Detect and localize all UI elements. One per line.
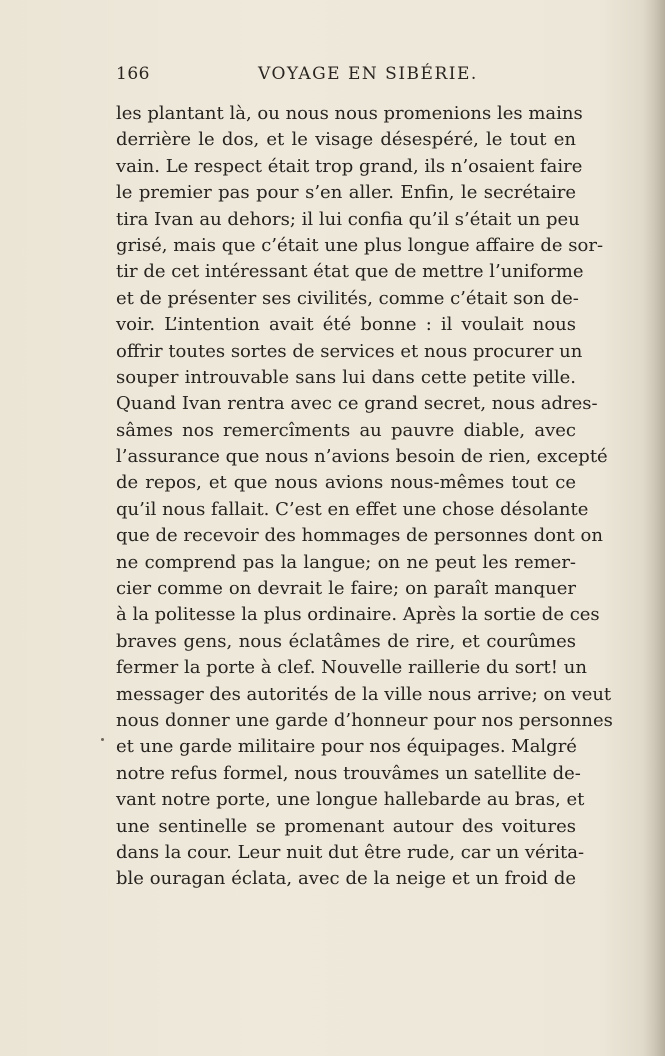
page-number: 166: [116, 64, 150, 84]
text-line: tir de cet intéressant état que de mettre l’uniforme: [116, 261, 584, 283]
text-line: fermer la porte à clef. Nouvelle raillerie du sort! un: [116, 657, 587, 679]
text-line: cier comme on devrait le faire; on paraît manquer: [116, 578, 576, 600]
text-line: grisé, mais que c’était une plus longue affaire de sor-: [116, 234, 604, 256]
text-line: dans la cour. Leur nuit dut être rude, car un vérita-: [116, 841, 585, 863]
paper-speck: [101, 738, 104, 741]
text-line: nous donner une garde d’honneur pour nos personnes: [116, 709, 613, 731]
text-line: ble ouragan éclata, avec de la neige et un froid de: [116, 868, 576, 890]
text-line: derrière le dos, et le visage désespéré, le tout en: [116, 129, 576, 151]
text-line: et de présenter ses civilités, comme c’était son de-: [116, 287, 579, 309]
text-line: braves gens, nous éclatâmes de rire, et courûmes: [116, 630, 576, 652]
text-line: à la politesse la plus ordinaire. Après la sortie de ces: [116, 604, 600, 626]
text-line: vant notre porte, une longue hallebarde au bras, et: [116, 789, 585, 811]
text-line: et une garde militaire pour nos équipages. Malgré: [116, 736, 577, 758]
text-line: le premier pas pour s’en aller. Enfin, le secrétaire: [116, 182, 576, 204]
text-line: ne comprend pas la langue; on ne peut les remer-: [116, 551, 576, 573]
text-line: messager des autorités de la ville nous arrive; on veut: [116, 683, 612, 705]
text-line: souper introuvable sans lui dans cette petite ville.: [116, 366, 576, 388]
text-line: notre refus formel, nous trouvâmes un satellite de-: [116, 762, 581, 784]
text-line: vain. Le respect était trop grand, ils n’osaient faire: [116, 155, 583, 177]
page-edge-shadow: [643, 0, 665, 1056]
text-line: sâmes nos remercîments au pauvre diable, avec: [116, 419, 576, 441]
body-text: [116, 101, 613, 893]
text-line: offrir toutes sortes de services et nous procurer un: [116, 340, 583, 362]
text-line: l’assurance que nous n’avions besoin de rien, excepté: [116, 446, 608, 468]
running-head: [116, 64, 576, 90]
text-line: voir. L’intention avait été bonne : il voulait nous: [116, 314, 576, 336]
text-line: une sentinelle se promenant autour des voitures: [116, 815, 576, 837]
text-line: que de recevoir des hommages de personnes dont on: [116, 525, 603, 547]
running-title: VOYAGE EN SIBÉRIE.: [258, 64, 478, 84]
text-line: Quand Ivan rentra avec ce grand secret, nous adres-: [116, 393, 598, 415]
text-line: de repos, et que nous avions nous-mêmes tout ce: [116, 472, 576, 494]
text-line: qu’il nous fallait. C’est en effet une chose désolante: [116, 498, 589, 520]
text-line: tira Ivan au dehors; il lui confia qu’il s’était un peu: [116, 208, 580, 230]
text-line: les plantant là, ou nous nous promenions les mains: [116, 103, 583, 124]
